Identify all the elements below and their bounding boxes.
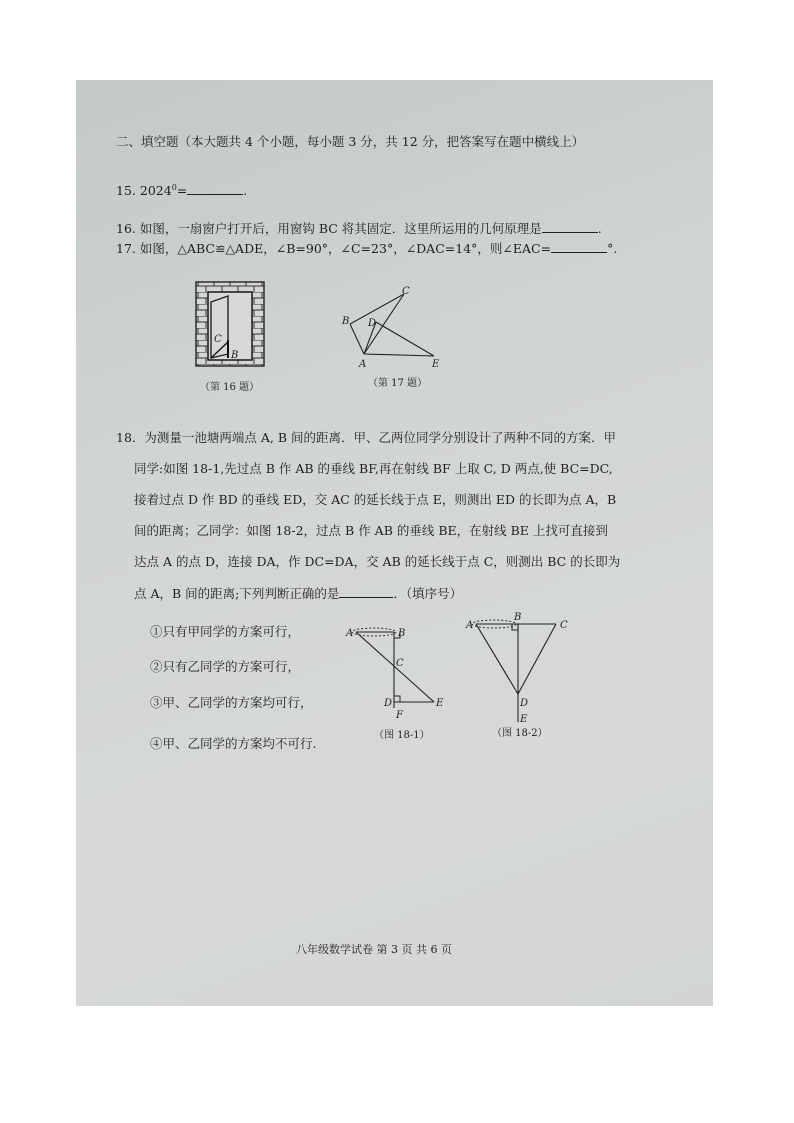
question-16 xyxy=(116,220,602,237)
page-footer: 八年级数学试卷 第 3 页 共 6 页 xyxy=(296,943,452,956)
fig17-label-a: A xyxy=(359,359,367,370)
fig18-1-caption: （图 18-1） xyxy=(374,730,430,741)
q17-answer-blank[interactable] xyxy=(551,240,607,253)
q15-base: 2024 xyxy=(139,183,172,199)
question-17 xyxy=(116,240,617,257)
fig17-line-bc xyxy=(350,294,404,324)
q15-equals: = xyxy=(176,183,188,199)
fig18-1-label-b: B xyxy=(398,628,406,639)
fig18-2-label-d: D xyxy=(520,698,529,709)
q18-answer-blank[interactable] xyxy=(339,585,393,598)
fig18-2-label-b: B xyxy=(514,612,522,623)
fig17-caption: （第 17 题） xyxy=(368,378,428,389)
q16-text: 16. 如图，一扇窗户打开后，用窗钩 BC 将其固定．这里所运用的几何原理是 xyxy=(116,221,542,236)
fig16-label-c: C xyxy=(214,334,222,345)
fig17-line-ae xyxy=(364,354,434,356)
q18-line-2: 同学:如图 18-1,先过点 B 作 AB 的垂线 BF,再在射线 BF 上取 C, D 两点,使 BC=DC, xyxy=(134,461,613,476)
fig17-label-d: D xyxy=(368,318,377,329)
q18-line-6 xyxy=(134,585,462,602)
fig18-2-label-e: E xyxy=(520,714,528,725)
fig18-2-line-da xyxy=(476,624,518,694)
fig18-1-label-f: F xyxy=(396,710,403,721)
q16-answer-blank[interactable] xyxy=(542,220,598,233)
fig18-1-label-e: E xyxy=(436,698,444,709)
fig18-2-label-a: A xyxy=(466,620,474,631)
q18-option-1: ①只有甲同学的方案可行， xyxy=(150,624,301,639)
fig18-1-label-d: D xyxy=(384,698,393,709)
fig18-1-right-angle-d xyxy=(394,696,400,702)
q15-exponent: 0 xyxy=(171,183,177,192)
q17-end: °. xyxy=(607,241,618,256)
fig18-1-label-a: A xyxy=(346,628,354,639)
fig17-label-e: E xyxy=(432,359,440,370)
question-15 xyxy=(116,180,247,199)
q15-answer-blank[interactable] xyxy=(187,182,243,195)
figure-18-1 xyxy=(342,620,452,746)
q15-number: 15. xyxy=(116,183,136,199)
fig17-line-de xyxy=(376,322,434,356)
q18-option-2: ②只有乙同学的方案可行， xyxy=(150,659,301,674)
figure-18-2 xyxy=(462,610,572,740)
q18-option-4: ④甲、乙同学的方案均不可行. xyxy=(150,736,317,751)
q18-line-1: 18．为测量一池塘两端点 A, B 间的距离．甲、乙两位同学分别设计了两种不同的方案．甲 xyxy=(116,430,617,445)
fig18-2-label-c: C xyxy=(560,620,568,631)
figure-17 xyxy=(336,286,446,396)
q18-line-4: 间的距离；乙同学：如图 18-2，过点 B 作 AB 的垂线 BE，在射线 BE 上找可直接到 xyxy=(134,523,608,538)
fig16-caption: （第 16 题） xyxy=(200,382,260,393)
q18-tail: ．（填序号） xyxy=(393,586,463,601)
fig17-line-ab xyxy=(350,324,364,354)
figure-16 xyxy=(194,280,270,400)
fig18-2-line-dc xyxy=(518,624,556,694)
q18-option-3: ③甲、乙同学的方案均可行， xyxy=(150,695,313,710)
fig17-label-b: B xyxy=(342,316,350,327)
q17-text: 17. 如图，△ABC≌△ADE，∠B=90°，∠C=23°，∠DAC=14°，则∠EAC= xyxy=(116,241,552,256)
fig16-label-b: B xyxy=(231,350,239,361)
q16-end: . xyxy=(597,221,602,236)
fig18-2-caption: （图 18-2） xyxy=(492,728,548,739)
q15-end: . xyxy=(243,183,248,199)
q18-line-6-text: 点 A，B 间的距离;下列判断正确的是 xyxy=(134,586,340,601)
q18-line-5: 达点 A 的点 D，连接 DA，作 DC=DA，交 AB 的延长线于点 C，则测出 BC 的长即为 xyxy=(134,554,621,569)
fig18-1-label-c: C xyxy=(396,658,404,669)
fig18-1-line-ae xyxy=(356,632,434,702)
q18-line-3: 接着过点 D 作 BD 的垂线 ED，交 AC 的延长线于点 E，则测出 ED 的长即为点 A，B xyxy=(134,492,617,507)
fig17-label-c: C xyxy=(402,286,410,297)
section-heading: 二、填空题（本大题共 4 个小题，每小题 3 分，共 12 分，把答案写在题中横线上） xyxy=(116,134,585,149)
open-window-pane xyxy=(211,296,228,358)
exam-page xyxy=(76,80,713,1006)
